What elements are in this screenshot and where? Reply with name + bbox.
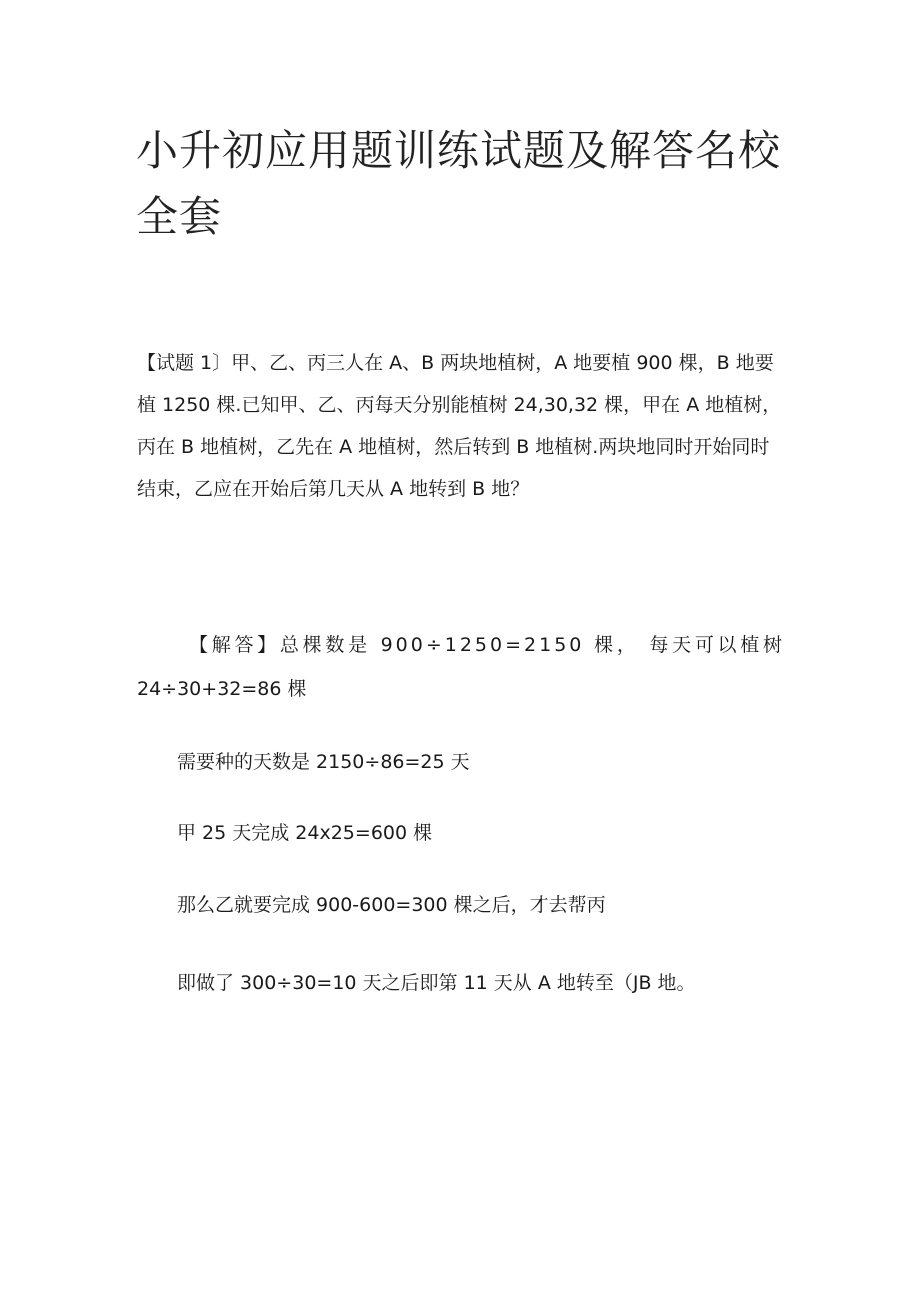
question-paragraph: 【试题 1〕甲、乙、丙三人在 A、B 两块地植树，A 地要植 900 棵，B 地要植 1250 棵.已知甲、乙、丙每天分别能植树 24,30,32 棵，甲在 A 地植树，丙在 B 地植树，乙先在 A 地植树，然后转到 B 地植树.两块地同时开始同时结束，乙应在开始后第几天从 A 地转到 B 地？	[137, 352, 782, 500]
answer-step: 即做了 300÷30=10 天之后即第 11 天从 A 地转至（JB 地。	[177, 972, 696, 994]
answer-intro	[137, 623, 785, 711]
document-title: 小升初应用题训练试题及解答名校全套	[136, 126, 782, 241]
answer-step: 甲 25 天完成 24x25=600 棵	[177, 822, 433, 844]
answer-intro-line: 【解答】总棵数是 900÷1250=2150 棵， 每天可以植树	[189, 634, 785, 656]
answer-step: 那么乙就要完成 900-600=300 棵之后，才去帮丙	[177, 894, 606, 916]
answer-step: 需要种的天数是 2150÷86=25 天	[177, 751, 470, 773]
answer-intro-continuation: 24÷30+32=86 棵	[137, 678, 307, 700]
